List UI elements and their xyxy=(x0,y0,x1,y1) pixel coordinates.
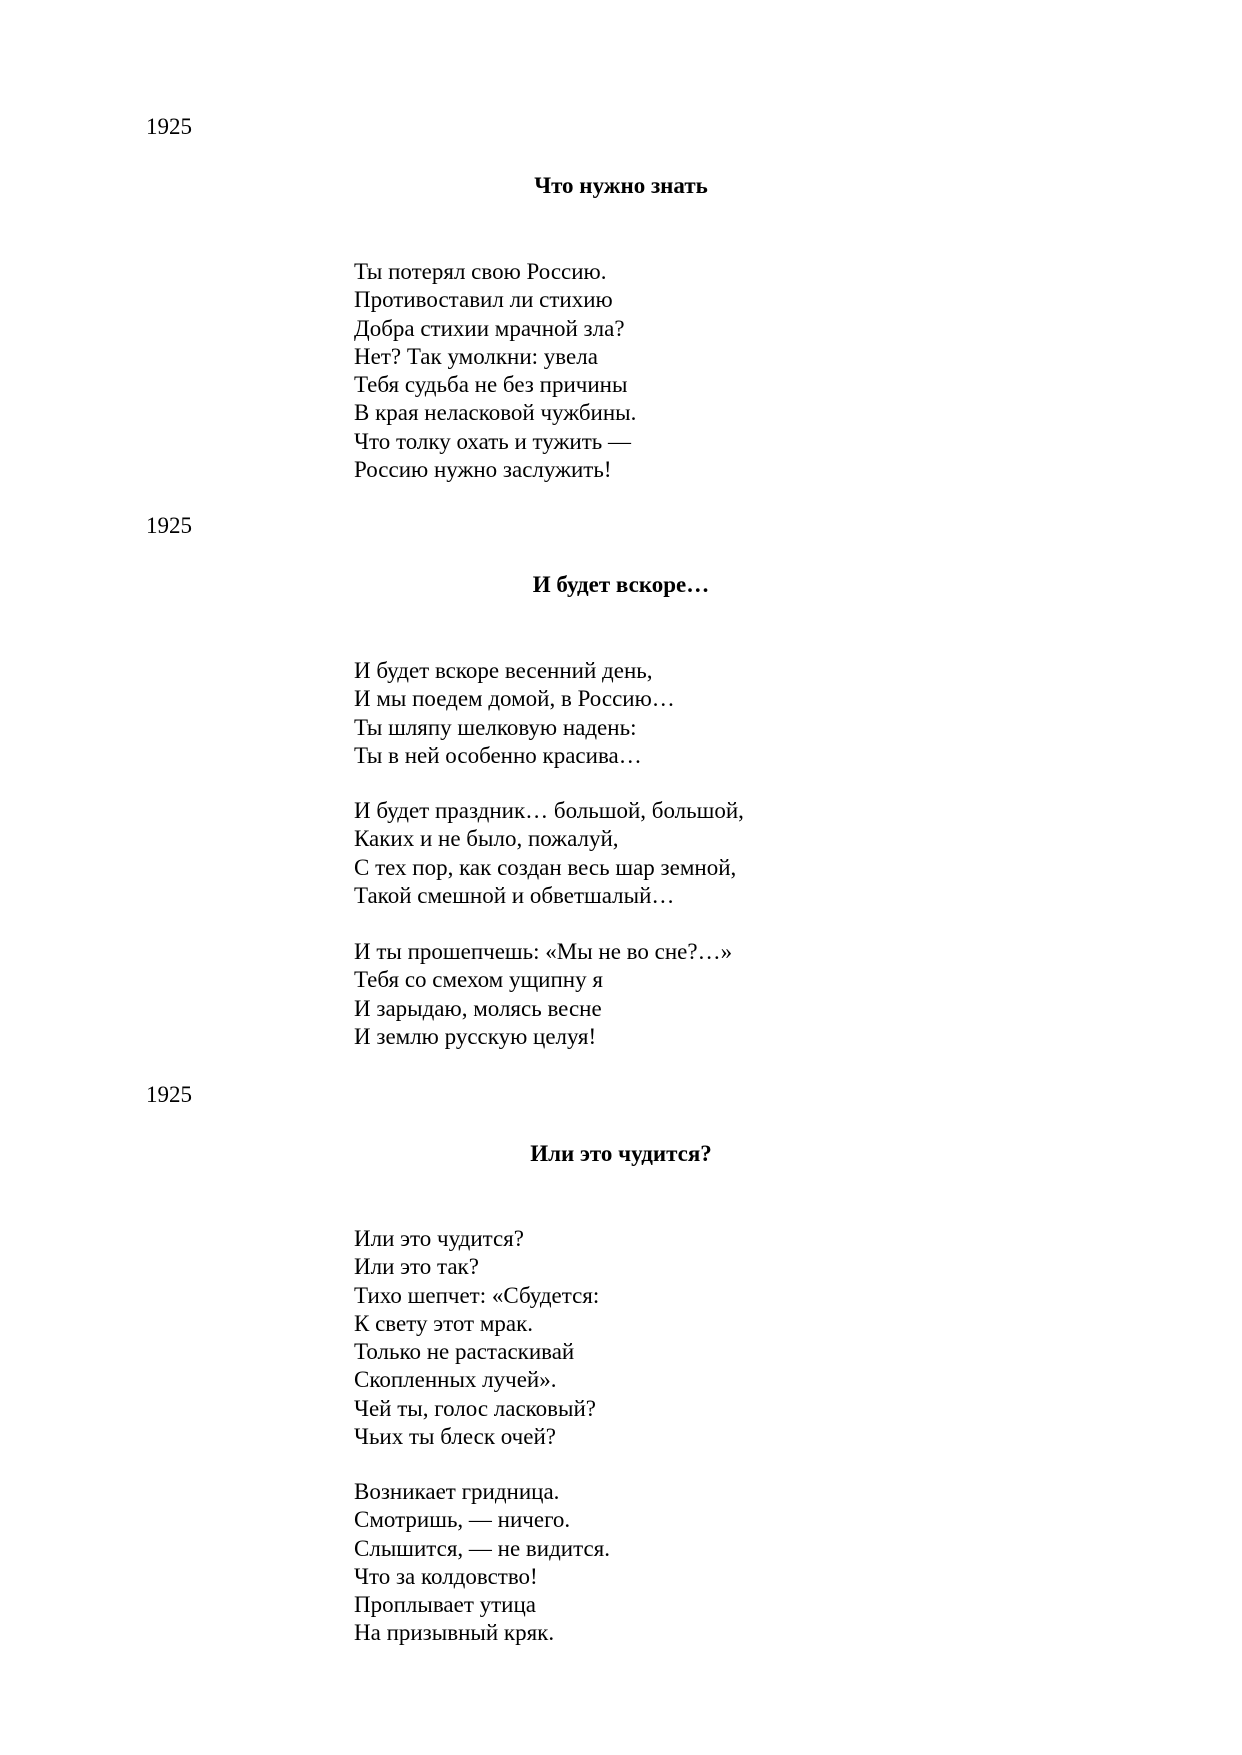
verse-line: Ты в ней особенно красива… xyxy=(354,742,642,768)
year-label: 1925 xyxy=(146,513,192,538)
verse-line: И землю русскую целуя! xyxy=(354,1023,597,1049)
verse-line: И зарыдаю, молясь весне xyxy=(354,995,602,1021)
verse-line: Что толку охать и тужить — xyxy=(354,428,631,454)
verse-line: Тихо шепчет: «Сбудется: xyxy=(354,1282,600,1308)
verse-line: Нет? Так умолкни: увела xyxy=(354,343,598,369)
poem-title: Или это чудится? xyxy=(530,1141,712,1166)
verse-line: Россию нужно заслужить! xyxy=(354,457,612,483)
stanza xyxy=(354,1478,610,1648)
verse-line: На призывный кряк. xyxy=(354,1620,555,1646)
verse-line: Добра стихии мрачной зла? xyxy=(354,315,625,341)
stanza xyxy=(354,1225,599,1451)
verse-line: Что за колдовство! xyxy=(354,1563,538,1589)
verse-line: Проплывает утица xyxy=(354,1592,537,1618)
verse-line: Только не растаскивай xyxy=(354,1339,575,1365)
verse-line: Возникает гридница. xyxy=(354,1479,560,1504)
poem-title: И будет вскоре… xyxy=(532,572,710,597)
verse-line: Такой смешной и обветшалый… xyxy=(354,882,675,908)
verse-line: Каких и не было, пожалуй, xyxy=(354,826,619,852)
verse-line: Скопленных лучей». xyxy=(354,1367,557,1393)
stanza xyxy=(354,938,732,1051)
verse-line: Ты потерял свою Россию. xyxy=(354,259,607,284)
year-label: 1925 xyxy=(146,1082,192,1107)
poem-title: Что нужно знать xyxy=(534,173,708,198)
verse-line: Чьих ты блеск очей? xyxy=(354,1424,556,1450)
verse-line: Ты шляпу шелковую надень: xyxy=(354,714,637,740)
verse-line: Смотришь, — ничего. xyxy=(354,1507,571,1533)
verse-line: И ты прошепчешь: «Мы не во сне?…» xyxy=(354,939,733,964)
verse-line: Тебя со смехом ущипну я xyxy=(354,967,603,993)
verse-line: Чей ты, голос ласковый? xyxy=(354,1395,597,1421)
verse-line: Противоставил ли стихию xyxy=(354,287,613,313)
verse-line: С тех пор, как создан весь шар земной, xyxy=(354,854,737,880)
verse-line: И будет вскоре весенний день, xyxy=(354,658,653,683)
verse-line: И будет праздник… большой, большой, xyxy=(354,798,744,823)
stanza xyxy=(354,657,675,770)
verse-line: Или это чудится? xyxy=(354,1226,524,1251)
verse-line: Тебя судьба не без причины xyxy=(354,372,628,398)
verse-line: И мы поедем домой, в Россию… xyxy=(354,686,675,712)
year-label: 1925 xyxy=(146,114,192,139)
verse-line: В края неласковой чужбины. xyxy=(354,400,637,426)
stanza xyxy=(354,258,636,484)
verse-line: Слышится, — не видится. xyxy=(354,1535,610,1561)
stanza xyxy=(354,797,744,910)
verse-line: К свету этот мрак. xyxy=(354,1310,534,1336)
verse-line: Или это так? xyxy=(354,1254,479,1280)
